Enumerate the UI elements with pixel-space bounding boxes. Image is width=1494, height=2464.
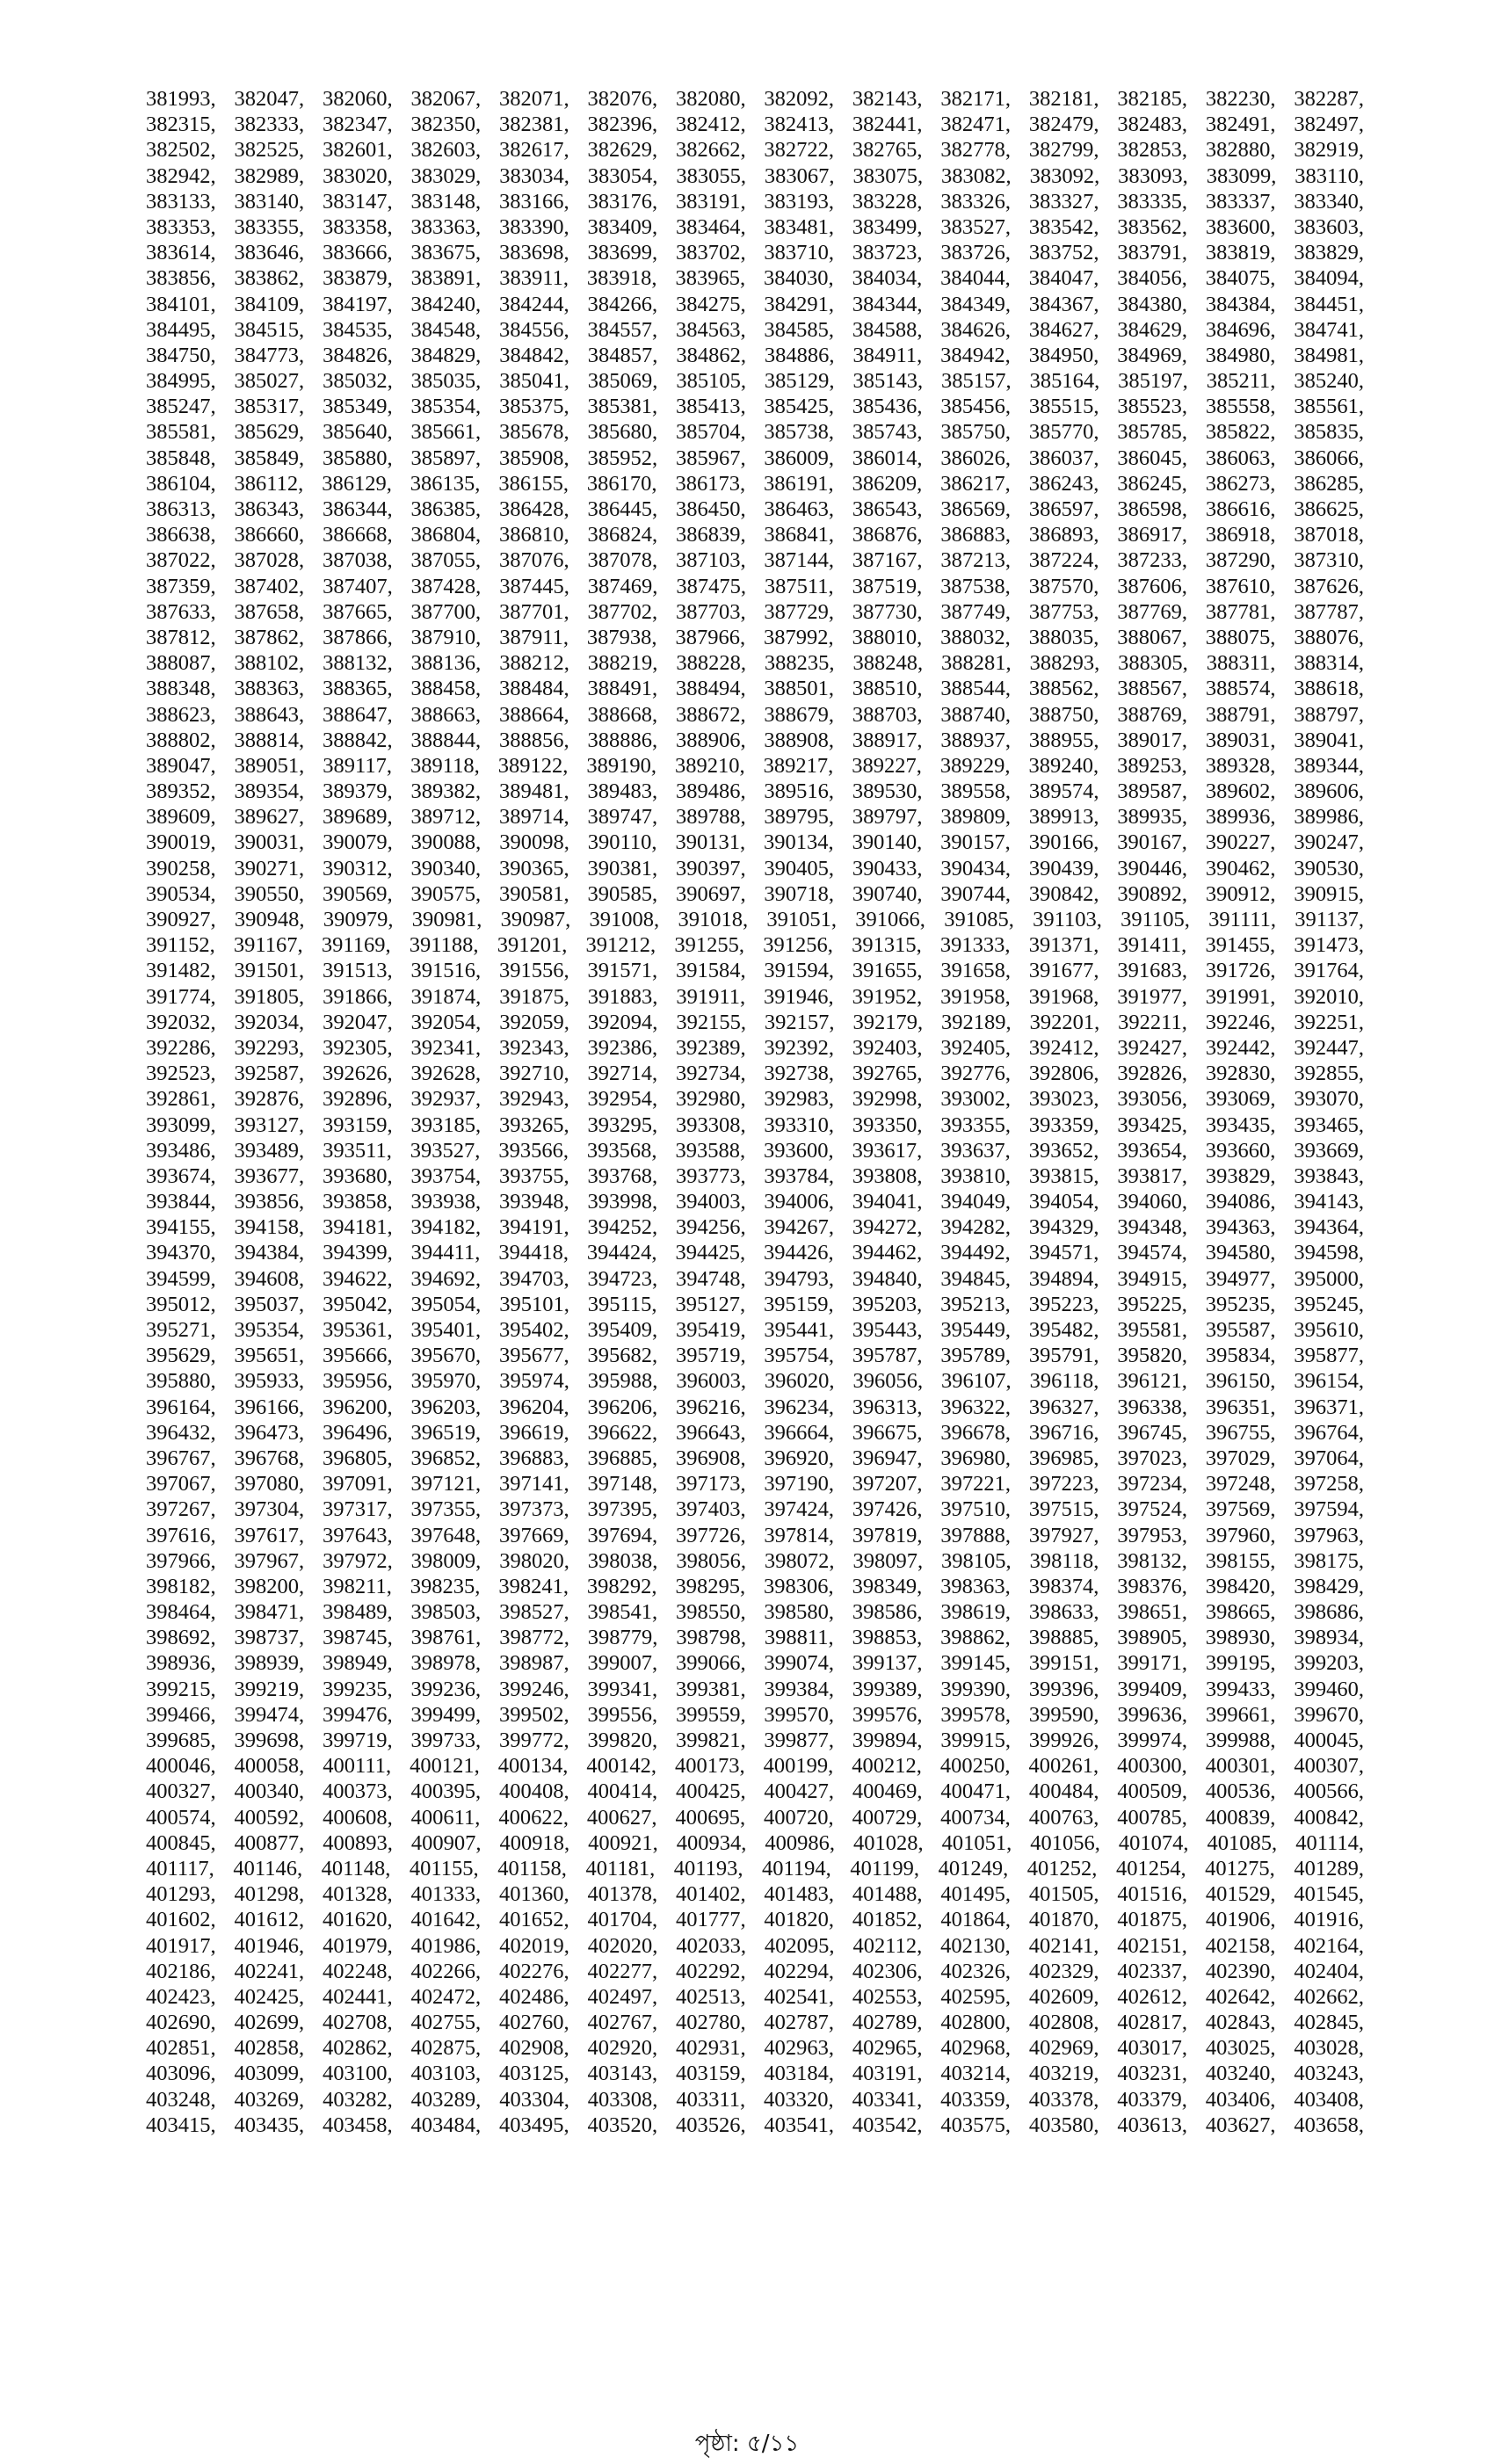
number-line: 387022, 387028, 387038, 387055, 387076, 387078, 387103, 387144, 387167, 387213, 387224, 387233, 387290, 387310, — [146, 548, 1364, 573]
number-line: 382502, 382525, 382601, 382603, 382617, 382629, 382662, 382722, 382765, 382778, 382799, 382853, 382880, 382919, — [146, 138, 1364, 163]
number-line: 394155, 394158, 394181, 394182, 394191, 394252, 394256, 394267, 394272, 394282, 394329, 394348, 394363, 394364, — [146, 1215, 1364, 1240]
number-line: 396432, 396473, 396496, 396519, 396619, 396622, 396643, 396664, 396675, 396678, 396716, 396745, 396755, 396764, — [146, 1420, 1364, 1445]
number-line: 381993, 382047, 382060, 382067, 382071, 382076, 382080, 382092, 382143, 382171, 382181, 382185, 382230, 382287, — [146, 87, 1364, 111]
number-line: 383133, 383140, 383147, 383148, 383166, 383176, 383191, 383193, 383228, 383326, 383327, 383335, 383337, 383340, — [146, 189, 1364, 214]
number-line: 392032, 392034, 392047, 392054, 392059, 392094, 392155, 392157, 392179, 392189, 392201, 392211, 392246, 392251, — [146, 1010, 1364, 1034]
number-line: 393099, 393127, 393159, 393185, 393265, 393295, 393308, 393310, 393350, 393355, 393359, 393425, 393435, 393465, — [146, 1112, 1364, 1137]
number-line: 397067, 397080, 397091, 397121, 397141, 397148, 397173, 397190, 397207, 397221, 397223, 397234, 397248, 397258, — [146, 1472, 1364, 1497]
number-line: 400046, 400058, 400111, 400121, 400134, 400142, 400173, 400199, 400212, 400250, 400261, 400300, 400301, 400307, — [146, 1754, 1364, 1779]
number-line: 396767, 396768, 396805, 396852, 396883, 396885, 396908, 396920, 396947, 396980, 396985, 397023, 397029, 397064, — [146, 1446, 1364, 1470]
number-line: 387812, 387862, 387866, 387910, 387911, 387938, 387966, 387992, 388010, 388032, 388035, 388067, 388075, 388076, — [146, 625, 1364, 649]
number-line: 382315, 382333, 382347, 382350, 382381, 382396, 382412, 382413, 382441, 382471, 382479, 382483, 382491, 382497, — [146, 112, 1364, 137]
page-number: পৃষ্ঠা: ৫/১১ — [694, 2431, 800, 2457]
number-line: 392523, 392587, 392626, 392628, 392710, 392714, 392734, 392738, 392765, 392776, 392806, 392826, 392830, 392855, — [146, 1062, 1364, 1086]
number-line: 402423, 402425, 402441, 402472, 402486, 402497, 402513, 402541, 402553, 402595, 402609, 402612, 402642, 402662, — [146, 1984, 1364, 2009]
number-line: 400327, 400340, 400373, 400395, 400408, 400414, 400425, 400427, 400469, 400471, 400484, 400509, 400536, 400566, — [146, 1779, 1364, 1804]
number-line: 400574, 400592, 400608, 400611, 400622, 400627, 400695, 400720, 400729, 400734, 400763, 400785, 400839, 400842, — [146, 1805, 1364, 1830]
number-line: 391774, 391805, 391866, 391874, 391875, 391883, 391911, 391946, 391952, 391958, 391968, 391977, 391991, 392010, — [146, 984, 1364, 1009]
number-line: 385848, 385849, 385880, 385897, 385908, 385952, 385967, 386009, 386014, 386026, 386037, 386045, 386063, 386066, — [146, 446, 1364, 470]
number-line: 399215, 399219, 399235, 399236, 399246, 399341, 399381, 399384, 399389, 399390, 399396, 399409, 399433, 399460, — [146, 1677, 1364, 1701]
number-line: 403248, 403269, 403282, 403289, 403304, 403308, 403311, 403320, 403341, 403359, 403378, 403379, 403406, 403408, — [146, 2087, 1364, 2112]
number-line: 391152, 391167, 391169, 391188, 391201, 391212, 391255, 391256, 391315, 391333, 391371, 391411, 391455, 391473, — [146, 933, 1364, 958]
number-line: 382942, 382989, 383020, 383029, 383034, 383054, 383055, 383067, 383075, 383082, 383092, 383093, 383099, 383110, — [146, 163, 1364, 188]
number-line: 383353, 383355, 383358, 383363, 383390, 383409, 383464, 383481, 383499, 383527, 383542, 383562, 383600, 383603, — [146, 214, 1364, 239]
number-line: 395271, 395354, 395361, 395401, 395402, 395409, 395419, 395441, 395443, 395449, 395482, 395581, 395587, 395610, — [146, 1318, 1364, 1342]
number-line: 401117, 401146, 401148, 401155, 401158, 401181, 401193, 401194, 401199, 401249, 401252, 401254, 401275, 401289, — [146, 1856, 1364, 1881]
number-line: 395880, 395933, 395956, 395970, 395974, 395988, 396003, 396020, 396056, 396107, 396118, 396121, 396150, 396154, — [146, 1369, 1364, 1394]
number-line: 390019, 390031, 390079, 390088, 390098, 390110, 390131, 390134, 390140, 390157, 390166, 390167, 390227, 390247, — [146, 830, 1364, 855]
number-line: 392861, 392876, 392896, 392937, 392943, 392954, 392980, 392983, 392998, 393002, 393023, 393056, 393069, 393070, — [146, 1087, 1364, 1112]
number-line: 400845, 400877, 400893, 400907, 400918, 400921, 400934, 400986, 401028, 401051, 401056, 401074, 401085, 401114, — [146, 1830, 1364, 1855]
number-line: 401602, 401612, 401620, 401642, 401652, 401704, 401777, 401820, 401852, 401864, 401870, 401875, 401906, 401916, — [146, 1908, 1364, 1932]
number-line: 385247, 385317, 385349, 385354, 385375, 385381, 385413, 385425, 385436, 385456, 385515, 385523, 385558, 385561, — [146, 395, 1364, 419]
number-line: 402851, 402858, 402862, 402875, 402908, 402920, 402931, 402963, 402965, 402968, 402969, 403017, 403025, 403028, — [146, 2036, 1364, 2061]
number-line: 394370, 394384, 394399, 394411, 394418, 394424, 394425, 394426, 394462, 394492, 394571, 394574, 394580, 394598, — [146, 1241, 1364, 1265]
number-line: 395012, 395037, 395042, 395054, 395101, 395115, 395127, 395159, 395203, 395213, 395223, 395225, 395235, 395245, — [146, 1292, 1364, 1316]
number-line: 399466, 399474, 399476, 399499, 399502, 399556, 399559, 399570, 399576, 399578, 399590, 399636, 399661, 399670, — [146, 1702, 1364, 1727]
number-line: 388087, 388102, 388132, 388136, 388212, 388219, 388228, 388235, 388248, 388281, 388293, 388305, 388311, 388314, — [146, 651, 1364, 676]
number-line: 388623, 388643, 388647, 388663, 388664, 388668, 388672, 388679, 388703, 388740, 388750, 388769, 388791, 388797, — [146, 702, 1364, 727]
number-list — [146, 86, 1364, 2138]
number-line: 386313, 386343, 386344, 386385, 386428, 386445, 386450, 386463, 386543, 386569, 386597, 386598, 386616, 386625, — [146, 497, 1364, 521]
number-line: 403096, 403099, 403100, 403103, 403125, 403143, 403159, 403184, 403191, 403214, 403219, 403231, 403240, 403243, — [146, 2062, 1364, 2086]
number-line: 388802, 388814, 388842, 388844, 388856, 388886, 388906, 388908, 388917, 388937, 388955, 389017, 389031, 389041, — [146, 728, 1364, 752]
number-line: 385581, 385629, 385640, 385661, 385678, 385680, 385704, 385738, 385743, 385750, 385770, 385785, 385822, 385835, — [146, 420, 1364, 445]
number-line: 402186, 402241, 402248, 402266, 402276, 402277, 402292, 402294, 402306, 402326, 402329, 402337, 402390, 402404, — [146, 1959, 1364, 1983]
number-line: 387633, 387658, 387665, 387700, 387701, 387702, 387703, 387729, 387730, 387749, 387753, 387769, 387781, 387787, — [146, 599, 1364, 624]
number-line: 383614, 383646, 383666, 383675, 383698, 383699, 383702, 383710, 383723, 383726, 383752, 383791, 383819, 383829, — [146, 241, 1364, 265]
number-line: 401293, 401298, 401328, 401333, 401360, 401378, 401402, 401483, 401488, 401495, 401505, 401516, 401529, 401545, — [146, 1882, 1364, 1907]
number-line: 384495, 384515, 384535, 384548, 384556, 384557, 384563, 384585, 384588, 384626, 384627, 384629, 384696, 384741, — [146, 317, 1364, 342]
number-line: 399685, 399698, 399719, 399733, 399772, 399820, 399821, 399877, 399894, 399915, 399926, 399974, 399988, 400045, — [146, 1728, 1364, 1752]
number-line: 396164, 396166, 396200, 396203, 396204, 396206, 396216, 396234, 396313, 396322, 396327, 396338, 396351, 396371, — [146, 1395, 1364, 1419]
number-line: 403415, 403435, 403458, 403484, 403495, 403520, 403526, 403541, 403542, 403575, 403580, 403613, 403627, 403658, — [146, 2113, 1364, 2137]
number-line: 389352, 389354, 389379, 389382, 389481, 389483, 389486, 389516, 389530, 389558, 389574, 389587, 389602, 389606, — [146, 779, 1364, 804]
number-line: 395629, 395651, 395666, 395670, 395677, 395682, 395719, 395754, 395787, 395789, 395791, 395820, 395834, 395877, — [146, 1344, 1364, 1368]
number-line: 397267, 397304, 397317, 397355, 397373, 397395, 397403, 397424, 397426, 397510, 397515, 397524, 397569, 397594, — [146, 1497, 1364, 1522]
number-line: 401917, 401946, 401979, 401986, 402019, 402020, 402033, 402095, 402112, 402130, 402141, 402151, 402158, 402164, — [146, 1933, 1364, 1958]
number-line: 390927, 390948, 390979, 390981, 390987, 391008, 391018, 391051, 391066, 391085, 391103, 391105, 391111, 391137, — [146, 908, 1364, 931]
number-line: 390258, 390271, 390312, 390340, 390365, 390381, 390397, 390405, 390433, 390434, 390439, 390446, 390462, 390530, — [146, 856, 1364, 881]
number-line: 388348, 388363, 388365, 388458, 388484, 388491, 388494, 388501, 388510, 388544, 388562, 388567, 388574, 388618, — [146, 677, 1364, 701]
number-line: 402690, 402699, 402708, 402755, 402760, 402767, 402780, 402787, 402789, 402800, 402808, 402817, 402843, 402845, — [146, 2011, 1364, 2035]
number-line: 383856, 383862, 383879, 383891, 383911, 383918, 383965, 384030, 384034, 384044, 384047, 384056, 384075, 384094, — [146, 266, 1364, 291]
number-line: 384995, 385027, 385032, 385035, 385041, 385069, 385105, 385129, 385143, 385157, 385164, 385197, 385211, 385240, — [146, 369, 1364, 394]
number-line: 386104, 386112, 386129, 386135, 386155, 386170, 386173, 386191, 386209, 386217, 386243, 386245, 386273, 386285, — [146, 471, 1364, 496]
number-line: 391482, 391501, 391513, 391516, 391556, 391571, 391584, 391594, 391655, 391658, 391677, 391683, 391726, 391764, — [146, 959, 1364, 983]
number-line: 398464, 398471, 398489, 398503, 398527, 398541, 398550, 398580, 398586, 398619, 398633, 398651, 398665, 398686, — [146, 1600, 1364, 1625]
number-line: 397616, 397617, 397643, 397648, 397669, 397694, 397726, 397814, 397819, 397888, 397927, 397953, 397960, 397963, — [146, 1523, 1364, 1547]
number-line: 398692, 398737, 398745, 398761, 398772, 398779, 398798, 398811, 398853, 398862, 398885, 398905, 398930, 398934, — [146, 1626, 1364, 1650]
number-line: 393844, 393856, 393858, 393938, 393948, 393998, 394003, 394006, 394041, 394049, 394054, 394060, 394086, 394143, — [146, 1190, 1364, 1214]
number-line: 398936, 398939, 398949, 398978, 398987, 399007, 399066, 399074, 399137, 399145, 399151, 399171, 399195, 399203, — [146, 1651, 1364, 1676]
number-line: 390534, 390550, 390569, 390575, 390581, 390585, 390697, 390718, 390740, 390744, 390842, 390892, 390912, 390915, — [146, 881, 1364, 906]
number-line: 393486, 393489, 393511, 393527, 393566, 393568, 393588, 393600, 393617, 393637, 393652, 393654, 393660, 393669, — [146, 1138, 1364, 1163]
number-line: 386638, 386660, 386668, 386804, 386810, 386824, 386839, 386841, 386876, 386883, 386893, 386917, 386918, 387018, — [146, 523, 1364, 547]
number-line: 389609, 389627, 389689, 389712, 389714, 389747, 389788, 389795, 389797, 389809, 389913, 389935, 389936, 389986, — [146, 805, 1364, 830]
number-line: 398182, 398200, 398211, 398235, 398241, 398292, 398295, 398306, 398349, 398363, 398374, 398376, 398420, 398429, — [146, 1574, 1364, 1598]
number-line: 387359, 387402, 387407, 387428, 387445, 387469, 387475, 387511, 387519, 387538, 387570, 387606, 387610, 387626, — [146, 574, 1364, 598]
number-line: 384750, 384773, 384826, 384829, 384842, 384857, 384862, 384886, 384911, 384942, 384950, 384969, 384980, 384981, — [146, 343, 1364, 367]
number-line: 392286, 392293, 392305, 392341, 392343, 392386, 392389, 392392, 392403, 392405, 392412, 392427, 392442, 392447, — [146, 1035, 1364, 1060]
number-line: 394599, 394608, 394622, 394692, 394703, 394723, 394748, 394793, 394840, 394845, 394894, 394915, 394977, 395000, — [146, 1266, 1364, 1291]
number-line: 397966, 397967, 397972, 398009, 398020, 398038, 398056, 398072, 398097, 398105, 398118, 398132, 398155, 398175, — [146, 1548, 1364, 1573]
number-line: 384101, 384109, 384197, 384240, 384244, 384266, 384275, 384291, 384344, 384349, 384367, 384380, 384384, 384451, — [146, 292, 1364, 316]
number-line: 389047, 389051, 389117, 389118, 389122, 389190, 389210, 389217, 389227, 389229, 389240, 389253, 389328, 389344, — [146, 753, 1364, 778]
number-line: 393674, 393677, 393680, 393754, 393755, 393768, 393773, 393784, 393808, 393810, 393815, 393817, 393829, 393843, — [146, 1163, 1364, 1188]
